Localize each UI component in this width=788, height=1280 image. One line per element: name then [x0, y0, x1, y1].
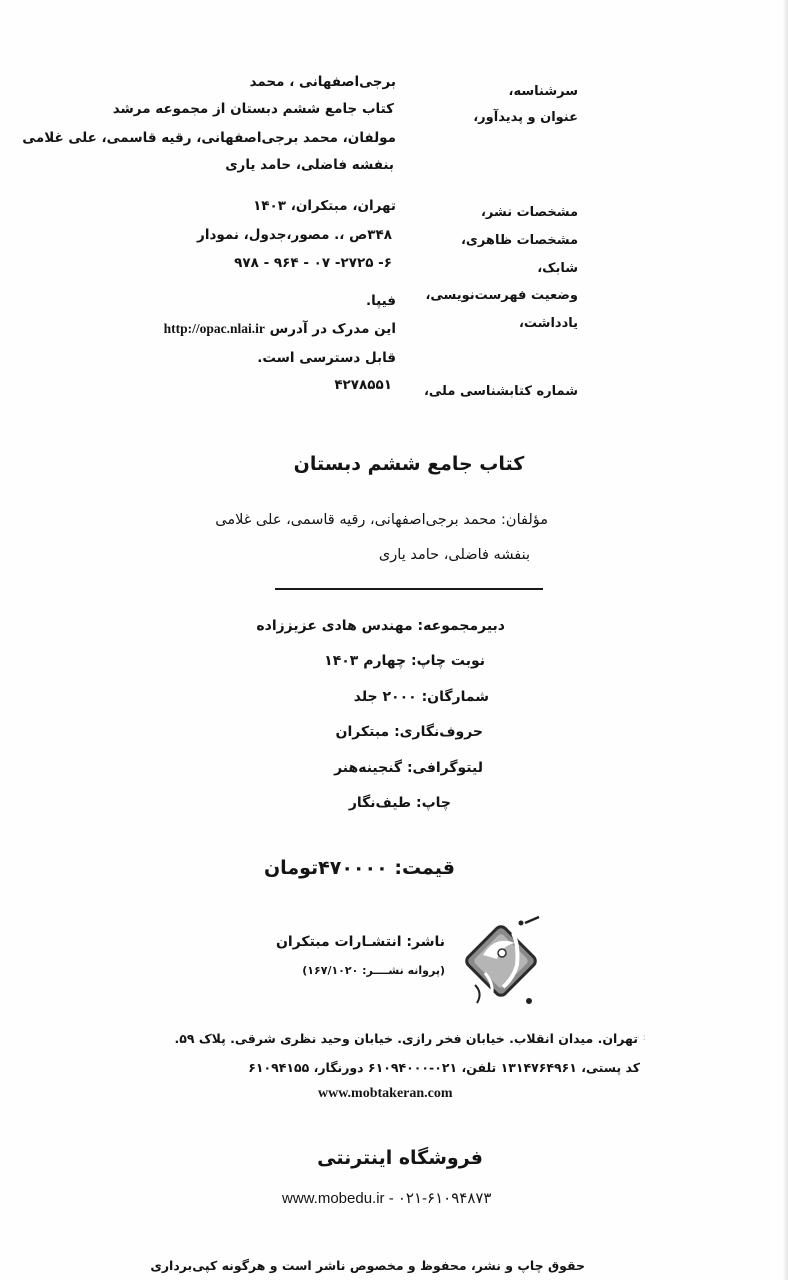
value-title-line-3: بنفشه فاضلی، حامد یاری: [225, 157, 394, 173]
book-title: کتاب جامع ششم دبستان: [293, 453, 525, 475]
credit-typesetting: حروف‌نگاری: مبتکران: [335, 724, 483, 740]
label-note: یادداشت،: [518, 316, 578, 331]
label-main-entry: سرشناسه،: [508, 84, 578, 99]
credit-circulation: شمارگان: ۲۰۰۰ جلد: [353, 689, 489, 705]
value-national-bibliography-number: ۴۲۷۸۵۵۱: [334, 377, 392, 393]
value-title-line-1: کتاب جامع ششم دبستان از مجموعه مرشد: [112, 101, 394, 117]
credit-series-editor: دبیرمجموعه: مهندس هادی عزیززاده: [256, 618, 505, 634]
page-edge: [782, 0, 788, 1280]
opac-link[interactable]: http://opac.nlai.ir: [163, 321, 265, 336]
label-cataloging-status: وضعیت فهرست‌نویسی،: [425, 288, 578, 303]
authors-line-1: مؤلفان: محمد برجی‌اصفهانی، رقیه قاسمی، علی غلامی: [215, 512, 548, 528]
value-physical-description: ۳۴۸ص ،. مصور،جدول، نمودار: [197, 227, 392, 243]
publisher-logo-icon: [455, 915, 547, 1007]
credit-printing: چاپ: طیف‌نگار: [348, 795, 451, 811]
label-isbn: شابک،: [537, 261, 578, 276]
value-isbn: ۶- ۲۷۲۵- ۰۷ - ۹۶۴ - ۹۷۸: [234, 255, 392, 271]
value-note-line-2: قابل دسترسی است.: [257, 350, 396, 366]
value-note-line-1: [164, 321, 396, 337]
online-shop-contact[interactable]: www.mobedu.ir - ۰۲۱-۶۱۰۹۴۸۷۳: [282, 1190, 492, 1207]
rights-notice: حقوق چاپ و نشر، محفوظ و مخصوص ناشر است و هرگونه کپی‌برداری: [150, 1258, 585, 1273]
publisher-license: (پروانه نشــــر: ۱۶۷/۱۰۲۰): [302, 964, 445, 977]
label-national-bibliography-number: شماره کتابشناسی ملی،: [423, 384, 578, 399]
authors-line-2: بنفشه فاضلی، حامد یاری: [378, 547, 530, 563]
label-publication: مشخصات نشر،: [480, 205, 578, 220]
scan-specks: · :: [637, 1033, 646, 1043]
credit-lithography: لیتوگرافی: گنجینه‌هنر: [334, 760, 483, 776]
publisher-website-link[interactable]: www.mobtakeran.com: [318, 1086, 453, 1101]
value-publication: تهران، مبتکران، ۱۴۰۳: [253, 198, 396, 214]
value-main-entry: برجی‌اصفهانی ، محمد: [249, 74, 396, 90]
publisher-address: تهران. میدان انقلاب. خیابان فخر رازی. خیابان وحید نظری شرقی. پلاک ۵۹.: [174, 1031, 638, 1046]
note-text: این مدرک در آدرس: [269, 321, 396, 337]
price: قیمت: ۴۷۰۰۰۰تومان: [263, 857, 455, 879]
publisher-phones: کد پستی، ۱۳۱۴۷۶۴۹۶۱ تلفن، ۰۲۱-۶۱۰۹۴۰۰۰ دورنگار، ۶۱۰۹۴۱۵۵: [248, 1060, 640, 1075]
value-cataloging-status: فیپا.: [365, 293, 396, 309]
publisher-name: ناشر: انتشـارات مبتکران: [275, 934, 445, 950]
online-shop-title: فروشگاه اینترنتی: [317, 1147, 483, 1169]
value-title-line-2: مولفان، محمد برجی‌اصفهانی، رقیه قاسمی، علی غلامی: [22, 130, 396, 146]
divider: [275, 588, 543, 590]
label-title-statement: عنوان و پدیدآور،: [473, 110, 578, 125]
credit-print-run: نوبت چاپ: چهارم ۱۴۰۳: [324, 653, 485, 669]
label-physical-description: مشخصات ظاهری،: [460, 233, 578, 248]
